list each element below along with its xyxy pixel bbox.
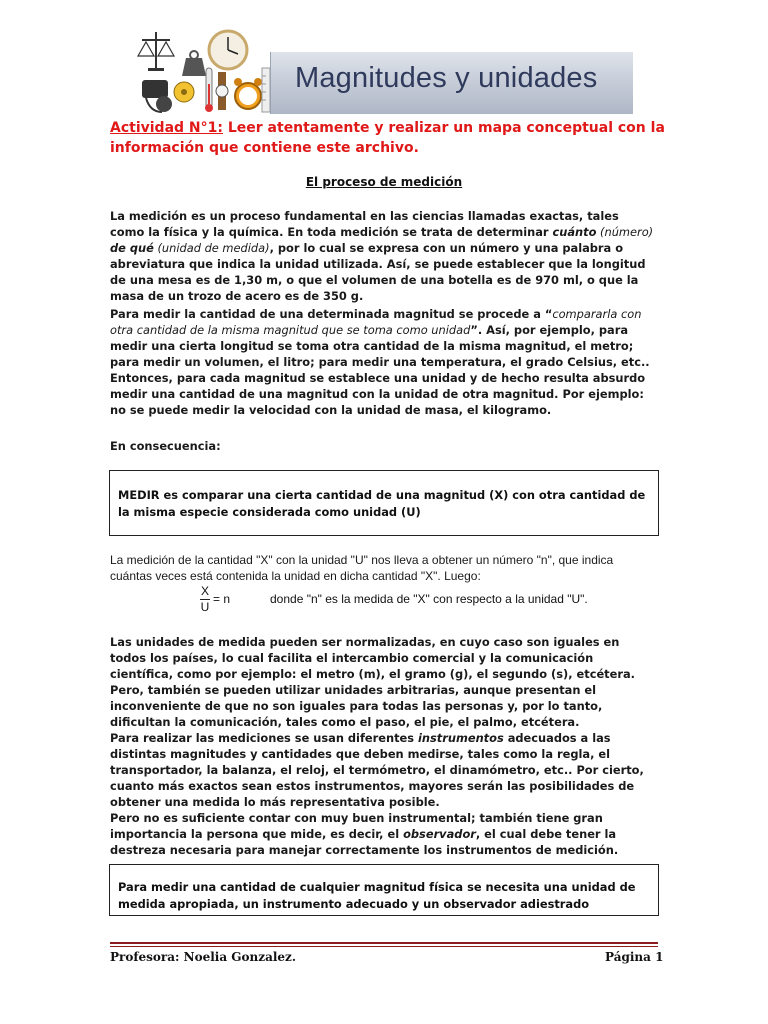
activity-label: Actividad N°1: (110, 120, 223, 136)
formula (200, 584, 260, 616)
para2-text-a: Para medir la cantidad de una determinada magnitud se procede a “ (110, 307, 553, 321)
para5-text-b: Para realizar las mediciones se usan diferentes (110, 731, 419, 745)
formula-denominator: U (200, 600, 210, 614)
weight-icon (182, 51, 206, 76)
section-title: El proceso de medición (305, 175, 463, 189)
para2-text-c: ”. Así, por ejemplo, para medir una cierta longitud se toma otra cantidad de la misma magnitud, el metro; para medir un volumen, el litro; para medir una temperatura, el grado Celsius, etc.. Entonces, para cada magnitud se establece una unidad y de hecho resulta absurdo medir una cantidad de una magnitud con la unidad de otra magnitud. Por ejemplo: no se puede medir la velocidad con la unidad de masa, el kilogramo. (110, 323, 650, 417)
definition-text: MEDIR es comparar una cierta cantidad de una magnitud (X) con otra cantidad de la misma especie considerada como unidad (U) (118, 488, 646, 519)
para1-text-d: de qué (110, 241, 154, 255)
para5-text-d: adecuados a las distintas magnitudes y cantidades que deben medirse, tales como la regla, el transportador, la balanza, el reloj, el termómetro, el dinamómetro, etc.. Por cierto, cuanto más exactos sean estos instrumentos, mayores serán las posibilidades de obtener una medida lo más representativa posible. (110, 731, 644, 809)
para2-text-b: compararla con otra cantidad de la misma magnitud que se toma como unidad (110, 307, 642, 337)
paragraph-1 (110, 208, 656, 304)
para5-text-c: instrumentos (418, 731, 504, 745)
para1-text-e: (unidad de medida) (153, 241, 270, 255)
conclusion-text: Para medir una cantidad de cualquier magnitud física se necesita una unidad de medida apropiada, un instrumento adecuado y un observador adiestrado (118, 880, 636, 911)
tape-measure-icon (174, 82, 194, 102)
formula-description: donde "n" es la medida de "X" con respecto a la unidad "U". (270, 592, 588, 606)
scale-icon (138, 32, 174, 71)
para5-text-f: observador (403, 827, 476, 841)
paragraph-3: En consecuencia: (110, 439, 221, 453)
para1-text-a: La medición es un proceso fundamental en las ciencias llamadas exactas, tales como la física y la química. En toda medición se trata de determinar (110, 209, 619, 239)
paragraph-2 (110, 306, 656, 418)
watch-icon (216, 72, 228, 110)
thermometer-icon (205, 68, 213, 112)
footer-author: Profesora: Noelia Gonzalez. (110, 950, 297, 964)
footer-rule (110, 942, 658, 944)
para5-text-g: , el cual debe tener la destreza necesaria para manejar correctamente los instrumentos de medición. (110, 827, 619, 857)
activity-heading (110, 118, 670, 158)
para1-text-f: , por lo cual se expresa con un número y una palabra o abreviatura que indica la unidad utilizada. Así, se puede establecer que la longitud de una mesa es de 1,30 m, o que el volumen de una botella es de 970 ml, o que la masa de un trozo de acero es de 350 g. (110, 241, 646, 303)
header-illustration (136, 28, 274, 116)
para1-text-c: (número) (596, 225, 654, 239)
footer-page-number: Página 1 (605, 950, 664, 964)
title-banner (270, 52, 633, 114)
sphygmomanometer-icon (142, 80, 172, 112)
formula-result: = n (213, 592, 231, 606)
para1-text-b: cuánto (552, 225, 597, 239)
para5-text-e: Pero no es suficiente contar con muy buen instrumental; también tiene gran importancia la persona que mide, es decir, el (110, 811, 603, 841)
activity-text: Leer atentamente y realizar un mapa conceptual con la información que contiene este archivo. (110, 120, 665, 156)
page-title: Magnitudes y unidades (295, 62, 598, 94)
formula-numerator: X (200, 584, 209, 598)
clock-icon (209, 31, 247, 69)
paragraph-5 (110, 634, 656, 858)
paragraph-4: La medición de la cantidad "X" con la unidad "U" nos lleva a obtener un número "n", que indica cuántas veces está contenida la unidad en dicha cantidad "X". Luego: (110, 553, 614, 583)
para5-text-a: Las unidades de medida pueden ser normalizadas, en cuyo caso son iguales en todos los países, lo cual facilita el intercambio comercial y la comunicación científica, como por ejemplo: el metro (m), el gramo (g), el segundo (s), etcétera. Pero, también se pueden utilizar unidades arbitrarias, aunque presentan el inconveniente de que no son iguales para todas las personas y, por lo tanto, dificultan la comunicación, tales como el paso, el pie, el palmo, etcétera. (110, 635, 635, 729)
footer-rule-thin (110, 946, 658, 947)
conclusion-box (109, 864, 659, 916)
ruler-icon (262, 68, 270, 112)
definition-box (109, 470, 659, 536)
alarm-clock-icon (234, 78, 262, 109)
